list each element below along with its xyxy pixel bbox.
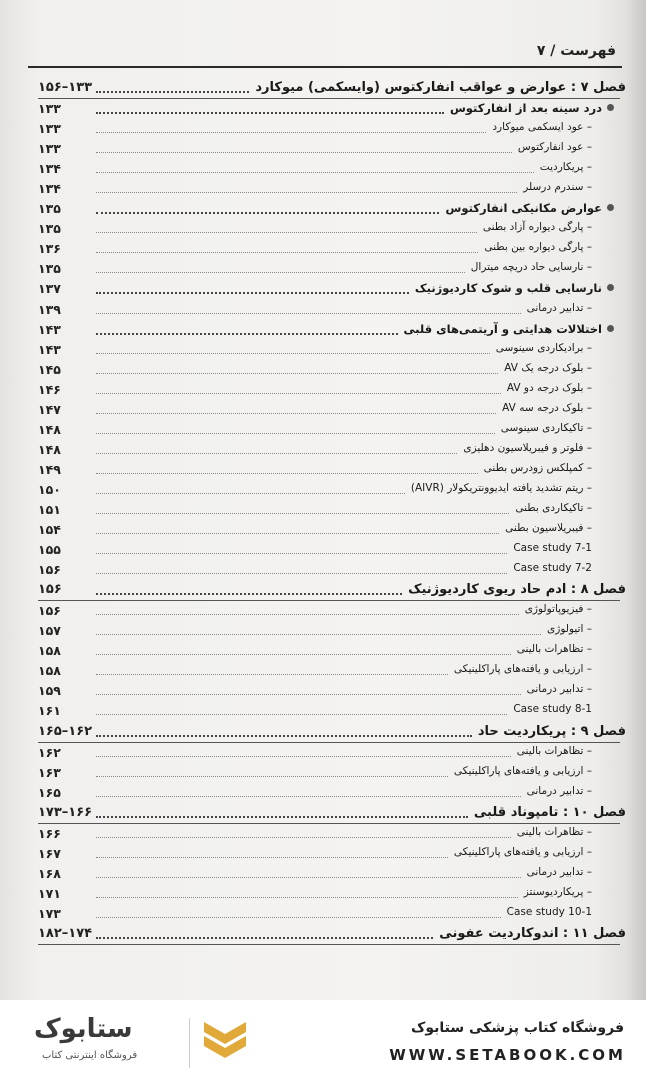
toc-entry-label: فصل ۱۰ : تامپوناد قلبی: [473, 804, 626, 820]
dash-marker: –: [583, 121, 592, 134]
toc-entry-title: [504, 362, 592, 374]
toc-row[interactable]: [38, 119, 620, 139]
dash-marker: –: [583, 361, 592, 374]
toc-page-number: ۱۴۸: [38, 441, 61, 457]
dash-marker: –: [583, 461, 592, 474]
dot-leader: [96, 674, 448, 675]
dot-leader: [96, 493, 405, 494]
toc-entry-label: ریتم تشدید یافته ایدیوونتریکولار (AIVR): [410, 481, 584, 494]
toc-entry-title: [547, 623, 592, 635]
bullet-icon: [607, 204, 614, 211]
dot-leader: [96, 917, 501, 918]
dot-leader: [96, 593, 402, 595]
dash-marker: –: [583, 825, 592, 838]
toc-entry-title: [505, 522, 592, 534]
dot-leader: [96, 513, 509, 514]
toc-row[interactable]: [38, 864, 620, 884]
toc-page-number: ۱۴۸: [38, 421, 61, 437]
store-title: فروشگاه کتاب پزشکی ستابوک: [411, 1020, 624, 1036]
toc-page-number: ۱۳۹: [38, 301, 61, 317]
toc-entry-title: [415, 281, 614, 295]
toc-page-number: ۱۵۵: [38, 542, 61, 558]
toc-row[interactable]: [38, 601, 620, 621]
toc-entry-label: تاکیکاردی بطنی: [515, 501, 584, 514]
toc-page-number: ۱۵۹: [38, 683, 61, 699]
toc-row[interactable]: [38, 139, 620, 159]
dot-leader: [96, 837, 511, 838]
dot-leader: [96, 91, 249, 93]
toc-entry-label: Case study 10-1: [506, 905, 592, 918]
toc-page-number: ۱۶۵: [38, 784, 61, 800]
dash-marker: –: [583, 744, 592, 757]
toc-entry-title: [439, 926, 626, 941]
dot-leader: [96, 553, 507, 554]
toc-entry-title: [513, 542, 592, 554]
toc-page-number: ۱۷۳: [38, 905, 61, 921]
toc-entry-label: ارزیابی و یافته‌های پاراکلینیکی: [453, 663, 584, 676]
dash-marker: –: [583, 865, 592, 878]
toc-entry-title: [454, 846, 592, 858]
logo-subtitle: فروشگاه اینترنتی کتاب: [42, 1050, 138, 1061]
toc-entry-title: [517, 745, 592, 757]
toc-entry-label: نارسایی حاد دریچه میترال: [470, 261, 584, 274]
logo-wordmark: ستابوک: [34, 1014, 133, 1044]
toc-row[interactable]: [38, 641, 620, 661]
toc-row[interactable]: [38, 844, 620, 864]
dot-leader: [96, 453, 457, 454]
dot-leader: [96, 756, 511, 757]
dot-leader: [96, 433, 495, 434]
dash-marker: –: [583, 141, 592, 154]
toc-entry-label: فصل ۹ : پریکاردیت حاد: [477, 723, 626, 739]
header-rule: [28, 66, 622, 68]
toc-row[interactable]: [38, 783, 620, 803]
toc-entry-title: [484, 462, 592, 474]
toc-page-number: ۱۴۷: [38, 401, 61, 417]
toc-row[interactable]: [38, 520, 620, 540]
toc-row[interactable]: [38, 259, 620, 279]
dot-leader: [96, 313, 521, 314]
toc-chapter-row[interactable]: [38, 803, 626, 824]
toc-page-number: ۱۶۲: [38, 744, 61, 760]
toc-page-number: ۱۶۸: [38, 865, 61, 881]
dot-leader: [96, 614, 519, 615]
dash-marker: –: [583, 623, 592, 636]
toc-entry-label: تدابیر درمانی: [526, 784, 584, 797]
toc-page-number: ۱۷۱: [38, 885, 61, 901]
toc-entry-title: [540, 161, 592, 173]
toc-row[interactable]: [38, 701, 620, 721]
bullet-icon: [607, 104, 614, 111]
store-logo[interactable]: [14, 1010, 254, 1072]
toc-entry-title: [501, 422, 592, 434]
dash-marker: –: [583, 441, 592, 454]
dot-leader: [96, 714, 507, 715]
toc-entry-title: [454, 663, 592, 675]
dot-leader: [96, 192, 517, 193]
toc-page-number: ۱۳۳: [38, 101, 61, 117]
toc-row[interactable]: [38, 179, 620, 199]
dot-leader: [96, 533, 499, 534]
dot-leader: [96, 573, 507, 574]
toc-entry-label: عوارض مکانیکی انفارکتوس: [445, 201, 602, 216]
toc-entry-title: [507, 906, 592, 918]
toc-page-number: ۱۳۴: [38, 181, 61, 197]
toc-page-number: ۱۳۶: [38, 241, 61, 257]
toc-entry-title: [524, 886, 592, 898]
dash-marker: –: [583, 663, 592, 676]
toc-page-number: ۱۴۳: [38, 321, 61, 337]
dash-marker: –: [583, 381, 592, 394]
toc-entry-label: کمپلکس زودرس بطنی: [483, 461, 584, 474]
toc-row[interactable]: [38, 279, 620, 299]
toc-page-number: ۱۵۴: [38, 522, 61, 538]
toc-entry-title: [454, 765, 592, 777]
toc-row[interactable]: [38, 824, 620, 844]
dot-leader: [96, 473, 478, 474]
toc-row[interactable]: [38, 560, 620, 580]
toc-page-number: ۱۴۵: [38, 361, 61, 377]
toc-row[interactable]: [38, 440, 620, 460]
dash-marker: –: [583, 603, 592, 616]
dash-marker: –: [583, 181, 592, 194]
toc-row[interactable]: [38, 480, 620, 500]
dot-leader: [96, 816, 468, 818]
toc-entry-title: [507, 382, 592, 394]
dot-leader: [96, 694, 521, 695]
toc-entry-title: [471, 261, 592, 273]
toc-row[interactable]: [38, 540, 620, 560]
dash-marker: –: [583, 421, 592, 434]
dot-leader: [96, 877, 521, 878]
toc-entry-label: تدابیر درمانی: [526, 683, 584, 696]
dash-marker: –: [583, 161, 592, 174]
toc-entry-title: [478, 724, 626, 739]
toc-page-number: ۱۵۷: [38, 623, 61, 639]
toc-entry-title: [525, 603, 592, 615]
toc-row[interactable]: [38, 661, 620, 681]
toc-chapter-row[interactable]: [38, 78, 626, 99]
toc-row[interactable]: [38, 763, 620, 783]
toc-row[interactable]: [38, 320, 620, 340]
toc-entry-label: ارزیابی و یافته‌های پاراکلینیکی: [453, 845, 584, 858]
dot-leader: [96, 937, 433, 939]
toc-entry-label: پارگی دیواره بین بطنی: [484, 241, 584, 254]
dot-leader: [96, 272, 465, 273]
page-edge-shadow: [626, 0, 646, 1000]
dash-marker: –: [583, 501, 592, 514]
toc-entry-label: اختلالات هدایتی و آریتمی‌های قلبی: [403, 321, 602, 336]
toc-entry-label: فصل ۱۱ : اندوکاردیت عفونی: [439, 925, 626, 941]
dot-leader: [96, 634, 541, 635]
dot-leader: [96, 796, 521, 797]
toc-row[interactable]: [38, 420, 620, 440]
toc-entry-title: [517, 826, 592, 838]
dot-leader: [96, 776, 448, 777]
toc-entry-label: فیبریلاسیون بطنی: [505, 522, 584, 535]
toc-entry-label: فلوتر و فیبریلاسیون دهلیزی: [463, 441, 584, 454]
toc-entry-title: [484, 241, 592, 253]
dot-leader: [96, 152, 512, 153]
toc-entry-label: تظاهرات بالینی: [516, 825, 584, 838]
toc-page-number: ۱۶۵–۱۶۲: [38, 723, 93, 739]
toc-entry-label: تظاهرات بالینی: [516, 643, 584, 656]
toc-entry-label: بلوک درجه یک AV: [504, 361, 584, 374]
book-logo-icon: [200, 1014, 250, 1066]
toc-entry-label: فصل ۷ : عوارض و عواقب انفارکتوس (وایسکمی) میوکارد: [255, 80, 626, 95]
dot-leader: [96, 393, 501, 394]
dot-leader: [96, 654, 511, 655]
toc-page-number: ۱۶۳: [38, 764, 61, 780]
toc-row[interactable]: [38, 360, 620, 380]
toc-entry-title: [463, 442, 592, 454]
toc-page-number: ۱۵۸: [38, 663, 61, 679]
toc-entry-title: [408, 582, 626, 597]
toc-page-number: ۱۵۶: [38, 562, 61, 578]
logo-divider: [189, 1018, 190, 1068]
dot-leader: [96, 112, 444, 114]
toc-entry-label: پریکاردیت: [539, 161, 584, 174]
toc-page-number: ۱۶۶: [38, 825, 61, 841]
toc-entry-title: [518, 141, 592, 153]
toc-page-number: ۱۵۶: [38, 603, 61, 619]
toc-entry-title: [527, 866, 592, 878]
toc-entry-title: [527, 302, 592, 314]
toc-page-number: ۱۷۳–۱۶۶: [38, 804, 93, 820]
toc-entry-label: Case study 7-1: [513, 542, 592, 555]
toc-entry-title: [527, 785, 592, 797]
toc-entry-label: پریکاردیوسنتز: [523, 885, 584, 898]
toc-row[interactable]: [38, 159, 620, 179]
toc-row[interactable]: [38, 904, 620, 924]
dot-leader: [96, 353, 490, 354]
toc-page-number: ۱۳۳: [38, 141, 61, 157]
toc-entry-label: اتیولوژی: [547, 623, 584, 636]
toc-row[interactable]: [38, 300, 620, 320]
dot-leader: [96, 212, 439, 214]
toc-row[interactable]: [38, 621, 620, 641]
toc-row[interactable]: [38, 199, 620, 219]
toc-page-number: ۱۳۵: [38, 221, 61, 237]
toc-entry-label: فصل ۸ : ادم حاد ریوی کاردیوژنیک: [408, 582, 626, 598]
toc-row[interactable]: [38, 239, 620, 259]
toc-entry-label: پارگی دیواره آزاد بطنی: [482, 221, 584, 234]
toc-row[interactable]: [38, 400, 620, 420]
table-of-contents: [38, 78, 626, 945]
dash-marker: –: [583, 784, 592, 797]
dash-marker: –: [583, 261, 592, 274]
toc-chapter-row[interactable]: [38, 722, 626, 743]
store-footer: [0, 1000, 646, 1079]
bullet-icon: [607, 325, 614, 332]
dash-marker: –: [583, 341, 592, 354]
toc-entry-label: نارسایی قلب و شوک کاردیوژنیک: [414, 281, 602, 296]
toc-page-number: ۱۵۶: [38, 582, 62, 598]
toc-row[interactable]: [38, 380, 620, 400]
dash-marker: –: [583, 885, 592, 898]
toc-entry-title: [502, 402, 592, 414]
toc-page-number: ۱۴۶: [38, 381, 61, 397]
toc-entry-title: [445, 201, 614, 215]
toc-entry-label: تدابیر درمانی: [526, 865, 584, 878]
dot-leader: [96, 252, 478, 253]
dash-marker: –: [583, 764, 592, 777]
dot-leader: [96, 172, 534, 173]
toc-chapter-row[interactable]: [38, 924, 626, 945]
dash-marker: –: [583, 221, 592, 234]
dot-leader: [96, 735, 472, 737]
dot-leader: [96, 292, 409, 294]
toc-page-number: ۱۵۰: [38, 481, 61, 497]
toc-row[interactable]: [38, 219, 620, 239]
toc-entry-title: [515, 502, 592, 514]
toc-entry-title: [513, 703, 592, 715]
toc-entry-title: [517, 643, 592, 655]
dot-leader: [96, 373, 498, 374]
dash-marker: –: [583, 241, 592, 254]
toc-entry-label: سندرم درسلر: [523, 181, 584, 194]
page-header: [18, 40, 616, 64]
toc-row[interactable]: [38, 500, 620, 520]
toc-page-number: ۱۵۱: [38, 501, 61, 517]
toc-page-number: ۱۳۵: [38, 201, 61, 217]
toc-entry-label: ارزیابی و یافته‌های پاراکلینیکی: [453, 764, 584, 777]
toc-entry-label: فیزیوپاتولوژی: [524, 603, 584, 616]
toc-page-number: ۱۳۳: [38, 121, 61, 137]
dot-leader: [96, 413, 496, 414]
dot-leader: [96, 857, 448, 858]
toc-page-number: ۱۳۷: [38, 281, 61, 297]
toc-entry-label: بلوک درجه سه AV: [502, 401, 584, 414]
dash-marker: –: [583, 481, 592, 494]
toc-entry-title: [483, 221, 592, 233]
page-title: فهرست / ۷: [536, 43, 616, 59]
toc-page-number: ۱۳۵: [38, 261, 61, 277]
dot-leader: [96, 897, 518, 898]
toc-entry-title: [527, 683, 592, 695]
toc-entry-title: [523, 181, 592, 193]
toc-entry-title: [513, 562, 592, 574]
toc-entry-title: [496, 342, 592, 354]
toc-page-number: ۱۳۴: [38, 161, 61, 177]
toc-entry-label: بلوک درجه دو AV: [506, 381, 584, 394]
toc-entry-label: Case study 7-2: [513, 562, 592, 575]
dot-leader: [96, 132, 486, 133]
toc-row[interactable]: [38, 884, 620, 904]
toc-row[interactable]: [38, 743, 620, 763]
toc-row[interactable]: [38, 460, 620, 480]
dash-marker: –: [583, 683, 592, 696]
toc-page-number: ۱۵۶–۱۳۳: [38, 80, 93, 95]
toc-entry-label: تدابیر درمانی: [526, 301, 584, 314]
toc-entry-label: درد سینه بعد از انفارکتوس: [449, 101, 602, 116]
store-url-link[interactable]: WWW.SETABOOK.COM: [389, 1046, 626, 1064]
toc-entry-label: Case study 8-1: [513, 703, 592, 716]
toc-page-number: ۱۸۲–۱۷۴: [38, 925, 93, 941]
bullet-icon: [607, 284, 614, 291]
dash-marker: –: [583, 643, 592, 656]
toc-page-number: ۱۴۹: [38, 461, 61, 477]
toc-entry-label: برادیکاردی سینوسی: [495, 341, 584, 354]
dash-marker: –: [583, 522, 592, 535]
toc-row[interactable]: [38, 340, 620, 360]
toc-page-number: ۱۶۷: [38, 845, 61, 861]
toc-entry-title: [450, 101, 614, 115]
toc-chapter-row[interactable]: [38, 580, 626, 601]
toc-entry-title: [404, 322, 614, 336]
toc-row[interactable]: [38, 99, 620, 119]
toc-entry-label: تظاهرات بالینی: [516, 744, 584, 757]
toc-page-number: ۱۶۱: [38, 703, 61, 719]
dot-leader: [96, 333, 398, 335]
toc-entry-title: [411, 482, 592, 494]
toc-entry-title: [474, 805, 626, 820]
dot-leader: [96, 232, 477, 233]
dash-marker: –: [583, 845, 592, 858]
dash-marker: –: [583, 401, 592, 414]
toc-page-number: ۱۵۸: [38, 643, 61, 659]
dash-marker: –: [583, 301, 592, 314]
toc-entry-title: [492, 121, 592, 133]
toc-entry-label: عود ایسکمی میوکارد: [492, 121, 584, 134]
toc-row[interactable]: [38, 681, 620, 701]
toc-page-number: ۱۴۳: [38, 341, 61, 357]
toc-entry-label: عود انفارکتوس: [517, 141, 584, 154]
toc-entry-label: تاکیکاردی سینوسی: [500, 421, 584, 434]
toc-entry-title: [255, 80, 626, 95]
